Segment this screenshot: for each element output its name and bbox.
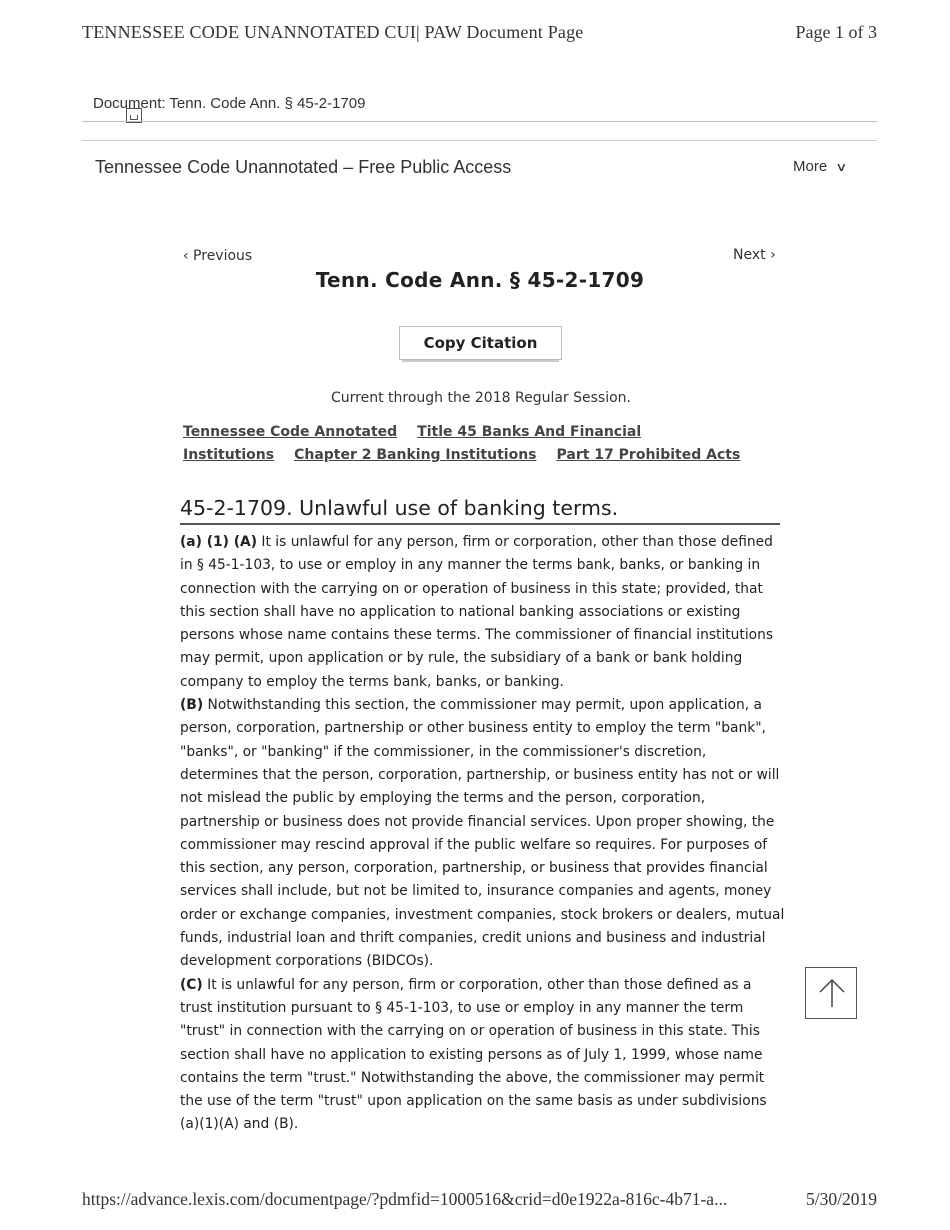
subsection-a1A xyxy=(180,531,785,694)
previous-link[interactable]: ‹ Previous xyxy=(183,248,253,264)
breadcrumb-title[interactable]: Title 45 Banks And Financial Institutions xyxy=(183,424,642,463)
print-footer-date: 5/30/2019 xyxy=(806,1189,877,1209)
subsection-text: Notwithstanding this section, the commissioner may permit, upon application, a person, corporation, partnership or other business entity to employ the term "bank", "banks", or "banking" if the commissioner, in the commissioner's discretion, determines that the person, corporation, partnership, or business entity has not or will not mislead the public by employing the terms and the person, corporation, partnership or business does not provide financial services. Upon proper showing, the commissioner may rescind approval if the public welfare so requires. For purposes of this section, any person, corporation, partnership, or business that provides financial services shall include, but not be limited to, insurance companies and agents, money order or exchange companies, investment companies, stock brokers or dealers, mutual funds, industrial loan and thrift companies, credit unions and business and industrial development corporations (BIDCOs). xyxy=(180,697,785,970)
subsection-label: (C) xyxy=(180,976,203,993)
section-heading: 45-2-1709. Unlawful use of banking terms. xyxy=(180,496,780,525)
statute-body xyxy=(180,531,785,1137)
print-footer xyxy=(82,1189,877,1213)
divider xyxy=(82,140,877,141)
print-page-number: Page 1 of 3 xyxy=(795,22,877,42)
breadcrumb-part[interactable]: Part 17 Prohibited Acts xyxy=(556,447,741,463)
document-label: Document: Tenn. Code Ann. § 45-2-1709 xyxy=(93,95,366,112)
divider xyxy=(82,121,877,122)
copy-citation-button[interactable]: Copy Citation xyxy=(399,326,562,360)
site-title: Tennessee Code Unannotated – Free Public Access xyxy=(95,157,512,177)
subsection-C xyxy=(180,974,785,1137)
arrow-up-icon xyxy=(818,978,846,1008)
subsection-label: (B) xyxy=(180,697,204,714)
scroll-to-top-button[interactable] xyxy=(805,967,857,1019)
chevron-down-icon: ∨ xyxy=(835,160,848,174)
subsection-B xyxy=(180,694,785,974)
subsection-text: It is unlawful for any person, firm or corporation, other than those defined as a trust institution pursuant to § 45-1-103, to use or employ in any manner the term "trust" in connection with the carrying on or operation of business in this state. This section shall have no application to existing persons as of July 1, 1999, whose name contains the term "trust." Notwithstanding the above, the commissioner may permit the use of the term "trust" upon application on the same basis as under subdivisions (a)(1)(A) and (B). xyxy=(180,976,767,1133)
subsection-label: (a) (1) (A) xyxy=(180,534,258,550)
print-header xyxy=(82,22,877,46)
breadcrumb-chapter[interactable]: Chapter 2 Banking Institutions xyxy=(294,447,537,463)
currency-statement: Current through the 2018 Regular Session. xyxy=(330,390,631,406)
document-title: Tenn. Code Ann. § 45-2-1709 xyxy=(315,268,645,292)
more-menu-button[interactable] xyxy=(793,158,846,175)
print-header-title: TENNESSEE CODE UNANNOTATED CUI| PAW Document Page xyxy=(82,22,584,42)
print-footer-url: https://advance.lexis.com/documentpage/?pdmfid=1000516&crid=d0e1922a-816c-4b71-a... xyxy=(82,1189,728,1209)
breadcrumb xyxy=(183,421,783,467)
breadcrumb-code[interactable]: Tennessee Code Annotated xyxy=(183,424,398,440)
next-link[interactable]: Next › xyxy=(733,247,776,263)
subsection-text: It is unlawful for any person, firm or corporation, other than those defined in § 45-1-103, to use or employ in any manner the terms bank, banks, or banking in connection with the carrying on or operation of business in this state; provided, that this section shall have no application to national banking associations or existing persons whose name contains these terms. The commissioner of financial institutions may permit, upon application or by rule, the subsidiary of a bank or bank holding company to employ the terms bank, banks, or banking. xyxy=(180,534,774,690)
more-label: More xyxy=(793,158,828,175)
